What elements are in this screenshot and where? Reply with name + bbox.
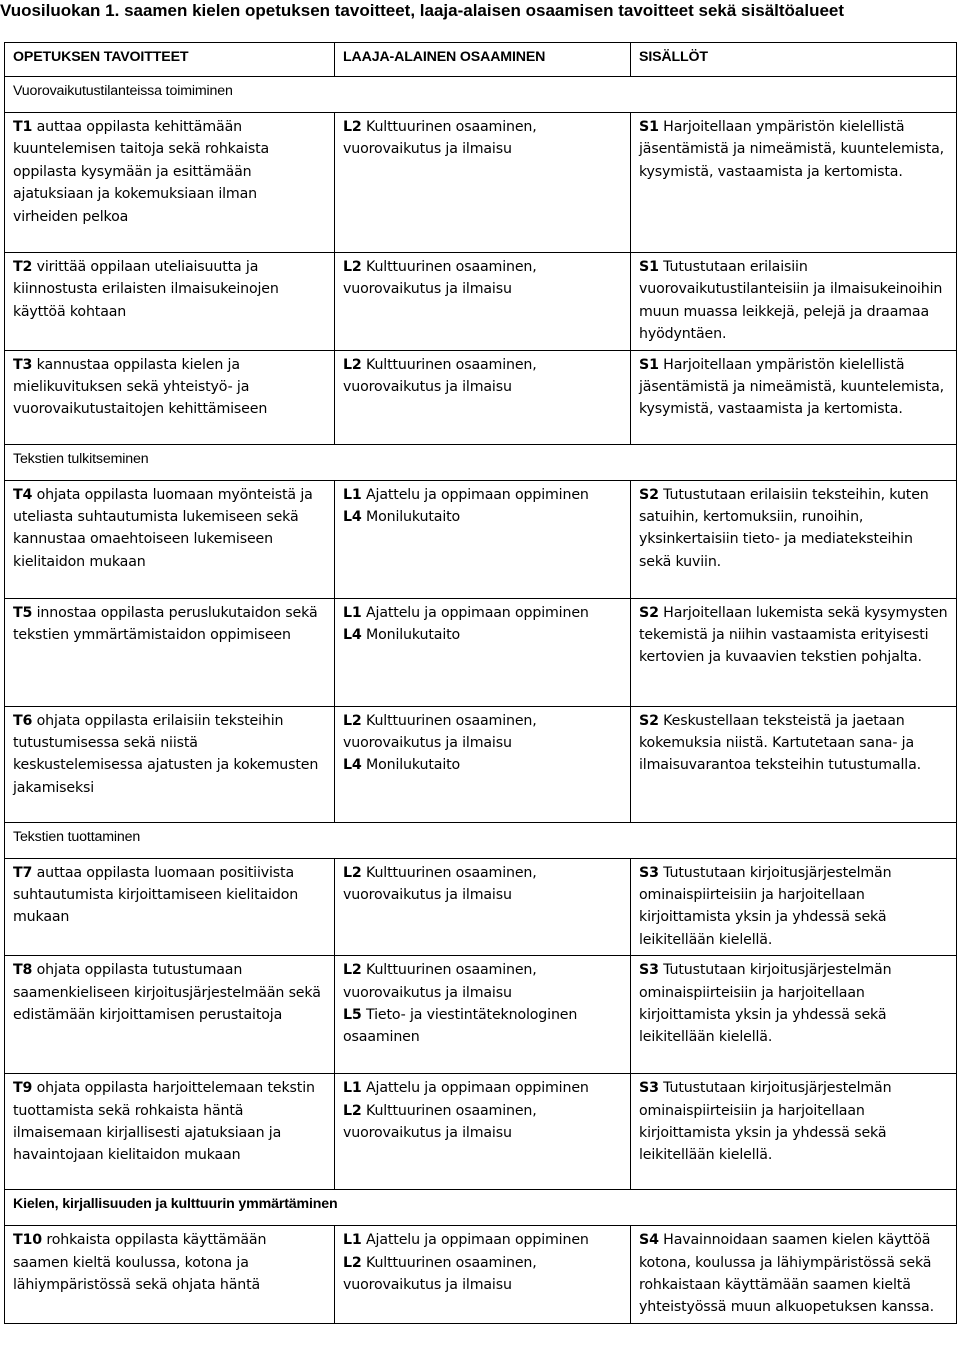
table-row	[5, 706, 957, 822]
goal-cell	[5, 350, 335, 444]
content-cell	[631, 350, 957, 444]
content-cell	[631, 858, 957, 956]
goal-code: T7	[13, 864, 33, 881]
skill-text: Kulttuurinen osaaminen, vuorovaikutus ja ilmaisu	[343, 119, 537, 158]
goal-cell	[5, 480, 335, 598]
section-row	[5, 822, 957, 858]
content-cell	[631, 113, 957, 253]
skill-cell	[335, 1074, 631, 1190]
skill-cell	[335, 113, 631, 253]
skill-cell	[335, 350, 631, 444]
section-title: Tekstien tulkitseminen	[5, 444, 957, 480]
content-cell	[631, 706, 957, 822]
goal-code: T6	[13, 712, 33, 729]
goal-code: T4	[13, 486, 33, 503]
table-row	[5, 480, 957, 598]
section-title: Vuorovaikutustilanteissa toimiminen	[5, 77, 957, 113]
section-title: Tekstien tuottaminen	[5, 822, 957, 858]
skill-cell	[335, 253, 631, 351]
goal-text: ohjata oppilasta tutustumaan saamenkieliseen kirjoitusjärjestelmään sekä edistämään kirjoittamisen perustaitoja	[13, 962, 321, 1024]
goal-code: T8	[13, 962, 33, 979]
header-goals: OPETUKSEN TAVOITTEET	[5, 43, 335, 77]
skill-text: Kulttuurinen osaaminen, vuorovaikutus ja ilmaisu	[343, 259, 537, 298]
goal-code: T10	[13, 1232, 42, 1249]
skill-text: Kulttuurinen osaaminen, vuorovaikutus ja ilmaisu	[343, 962, 537, 1001]
skill-code: L2	[343, 962, 362, 979]
skill-code: L1	[343, 486, 362, 503]
content-cell	[631, 1074, 957, 1190]
section-row	[5, 1190, 957, 1226]
content-code: S2	[639, 486, 659, 503]
goal-cell	[5, 113, 335, 253]
content-text: Harjoitellaan ympäristön kielellistä jäsentämistä ja nimeämistä, kuuntelemista, kysymistä, vastaamista ja kertomista.	[639, 119, 945, 180]
skill-code: L4	[343, 509, 362, 526]
content-code: S2	[639, 604, 659, 621]
skill-text: Ajattelu ja oppimaan oppiminen	[366, 486, 589, 503]
content-code: S3	[639, 1080, 659, 1097]
goal-text: auttaa oppilasta kehittämään kuuntelemisen taitoja sekä rohkaista oppilasta kysymään ja esittämään ajatuksiaan ja kokemuksiaan ilman virheiden pelkoa	[13, 119, 270, 225]
page-title: Vuosiluokan 1. saamen kielen opetuksen tavoitteet, laaja-alaisen osaamisen tavoitteet sekä sisältöalueet	[0, 1, 845, 20]
content-text: Havainnoidaan saamen kielen käyttöä kotona, koulussa ja lähiympäristössä sekä rohkaistaan käyttämään saamen kieltä yhteistyössä muun alkuopetuksen kanssa.	[639, 1232, 934, 1316]
skill-text: Monilukutaito	[366, 627, 461, 644]
skill-code: L5	[343, 1007, 362, 1024]
curriculum-table	[4, 42, 957, 1324]
section-row	[5, 77, 957, 113]
table-row	[5, 113, 957, 253]
content-text: Tutustutaan erilaisiin teksteihin, kuten satuihin, kertomuksiin, runoihin, yksinkertaisiin tieto- ja mediateksteihin sekä kuviin.	[639, 486, 929, 570]
goal-text: innostaa oppilasta peruslukutaidon sekä tekstien ymmärtämistaidon oppimiseen	[13, 604, 318, 644]
content-code: S4	[639, 1232, 659, 1249]
table-row	[5, 956, 957, 1074]
table-row	[5, 350, 957, 444]
table-row	[5, 1226, 957, 1324]
goal-cell	[5, 253, 335, 351]
goal-text: ohjata oppilasta harjoittelemaan tekstin tuottamista sekä rohkaista häntä ilmaisemaan kirjallisesti ajatuksiaan ja havaintojaan kielitaidon mukaan	[13, 1080, 315, 1164]
skill-cell	[335, 858, 631, 956]
content-code: S1	[639, 259, 659, 275]
skill-code: L1	[343, 1080, 362, 1097]
content-text: Tutustutaan erilaisiin vuorovaikutustilanteisiin ja ilmaisukeinoihin muun muassa leikkejä, pelejä ja draamaa hyödyntäen.	[639, 259, 943, 343]
goal-text: ohjata oppilasta luomaan myönteistä ja uteliasta suhtautumista lukemiseen sekä kannustaa omaehtoiseen lukemiseen kielitaidon mukaan	[13, 486, 313, 570]
table-row	[5, 858, 957, 956]
header-row	[5, 43, 957, 77]
skill-code: L4	[343, 757, 362, 774]
table-row	[5, 253, 957, 351]
table-row	[5, 1074, 957, 1190]
skill-code: L2	[343, 864, 362, 881]
skill-code: L1	[343, 1232, 362, 1249]
header-contents: SISÄLLÖT	[631, 43, 957, 77]
goal-text: ohjata oppilasta erilaisiin teksteihin tutustumisessa sekä niistä keskustelemisessa ajatusten ja kokemusten jakamiseksi	[13, 712, 319, 796]
skill-text: Monilukutaito	[366, 757, 461, 774]
content-text: Harjoitellaan lukemista sekä kysymysten tekemistä ja niihin vastaamista erityisesti kertovien ja kuvaavien tekstien pohjalta.	[639, 604, 948, 666]
goal-text: rohkaista oppilasta käyttämään saamen kieltä koulussa, kotona ja lähiympäristössä sekä ohjata häntä	[13, 1232, 267, 1294]
skill-code: L2	[343, 712, 362, 729]
skill-cell	[335, 956, 631, 1074]
header-skills: LAAJA-ALAINEN OSAAMINEN	[335, 43, 631, 77]
content-cell	[631, 253, 957, 351]
goal-code: T2	[13, 259, 33, 275]
skill-code: L4	[343, 627, 362, 644]
skill-text: Kulttuurinen osaaminen, vuorovaikutus ja ilmaisu	[343, 712, 537, 752]
content-cell	[631, 1226, 957, 1324]
content-text: Keskustellaan teksteistä ja jaetaan kokemuksia niistä. Kartutetaan sana- ja ilmaisuvarantoa teksteihin tutustumalla.	[639, 712, 922, 774]
skill-text: Kulttuurinen osaaminen, vuorovaikutus ja ilmaisu	[343, 356, 537, 396]
content-code: S1	[639, 119, 659, 135]
skill-text: Monilukutaito	[366, 509, 461, 526]
skill-code: L2	[343, 356, 362, 373]
skill-cell	[335, 706, 631, 822]
content-code: S3	[639, 962, 659, 979]
skill-cell	[335, 1226, 631, 1324]
goal-text: auttaa oppilasta luomaan positiivista suhtautumista kirjoittamiseen kielitaidon mukaan	[13, 864, 299, 926]
content-text: Harjoitellaan ympäristön kielellistä jäsentämistä ja nimeämistä, kuuntelemista, kysymistä, vastaamista ja kertomista.	[639, 356, 945, 418]
goal-cell	[5, 598, 335, 706]
goal-code: T1	[13, 119, 33, 135]
content-cell	[631, 598, 957, 706]
content-code: S2	[639, 712, 659, 729]
goal-text: virittää oppilaan uteliaisuutta ja kiinnostusta erilaisten ilmaisukeinojen käyttöä kohtaan	[13, 259, 279, 320]
goal-cell	[5, 1226, 335, 1324]
section-title: Kielen, kirjallisuuden ja kulttuurin ymmärtäminen	[5, 1190, 957, 1226]
content-text: Tutustutaan kirjoitusjärjestelmän ominaispiirteisiin ja harjoitellaan kirjoittamista yksin ja yhdessä sekä leikitellään kielellä.	[639, 962, 892, 1046]
content-code: S1	[639, 356, 659, 373]
section-row	[5, 444, 957, 480]
skill-code: L2	[343, 1254, 362, 1271]
skill-cell	[335, 480, 631, 598]
goal-cell	[5, 706, 335, 822]
skill-code: L2	[343, 259, 362, 275]
skill-code: L1	[343, 604, 362, 621]
skill-code: L2	[343, 1102, 362, 1119]
skill-text: Ajattelu ja oppimaan oppiminen	[366, 1232, 589, 1249]
goal-code: T5	[13, 604, 33, 621]
goal-code: T3	[13, 356, 33, 373]
goal-text: kannustaa oppilasta kielen ja mielikuvituksen sekä yhteistyö- ja vuorovaikutustaitojen kehittämiseen	[13, 356, 268, 418]
content-text: Tutustutaan kirjoitusjärjestelmän ominaispiirteisiin ja harjoitellaan kirjoittamista yksin ja yhdessä sekä leikitellään kielellä.	[639, 1080, 892, 1164]
content-text: Tutustutaan kirjoitusjärjestelmän ominaispiirteisiin ja harjoitellaan kirjoittamista yksin ja yhdessä sekä leikitellään kielellä.	[639, 864, 892, 948]
content-cell	[631, 480, 957, 598]
skill-text: Ajattelu ja oppimaan oppiminen	[366, 1080, 589, 1097]
goal-cell	[5, 956, 335, 1074]
skill-text: Kulttuurinen osaaminen, vuorovaikutus ja ilmaisu	[343, 1254, 537, 1294]
skill-text: Kulttuurinen osaaminen, vuorovaikutus ja ilmaisu	[343, 1102, 537, 1142]
content-cell	[631, 956, 957, 1074]
goal-code: T9	[13, 1080, 33, 1097]
skill-text: Ajattelu ja oppimaan oppiminen	[366, 604, 589, 621]
skill-cell	[335, 598, 631, 706]
skill-code: L2	[343, 119, 362, 135]
content-code: S3	[639, 864, 659, 881]
skill-text: Kulttuurinen osaaminen, vuorovaikutus ja ilmaisu	[343, 864, 537, 904]
table-row	[5, 598, 957, 706]
skill-text: Tieto- ja viestintäteknologinen osaaminen	[343, 1007, 578, 1046]
goal-cell	[5, 858, 335, 956]
goal-cell	[5, 1074, 335, 1190]
